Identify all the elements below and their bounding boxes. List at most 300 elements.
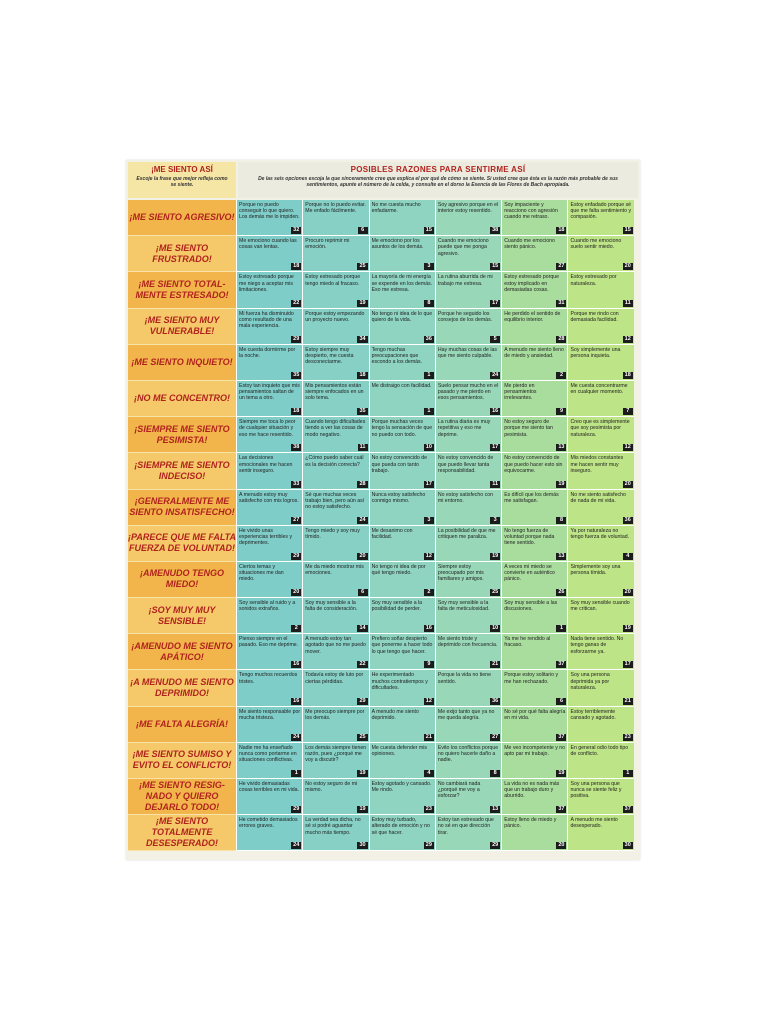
reason-cell	[435, 743, 501, 779]
reason-cell	[369, 490, 435, 526]
essence-number-badge: 1	[424, 372, 434, 379]
essence-number-badge: 14	[359, 625, 366, 632]
reason-text: Cuando me emociono suelo sentir miedo.	[570, 238, 622, 251]
reason-cell	[567, 562, 633, 598]
reason-text: Estoy estresado por naturaleza.	[570, 274, 617, 287]
essence-number-badge: 18	[624, 371, 631, 378]
reason-cell	[236, 490, 302, 526]
essence-number-badge: 9	[556, 408, 566, 415]
reason-cell	[501, 779, 567, 815]
reason-cell	[369, 381, 435, 417]
essence-number-badge: 38	[492, 227, 499, 234]
essence-number-badge: 27	[492, 733, 499, 740]
essence-number-badge: 37	[558, 806, 565, 813]
emotion-row	[128, 381, 638, 417]
emotion-row	[128, 453, 638, 489]
essence-number-badge: 11	[623, 300, 633, 307]
reason-text: Me emociono cuando las cosas van lentas.	[239, 238, 297, 251]
reason-text: Hay muchas cosas de las que me siento culpable.	[437, 346, 497, 359]
reason-cell	[236, 200, 302, 236]
reason-text: Me desanimo con facilidad.	[371, 527, 413, 540]
reason-text: Ya por naturaleza no tengo fuerza de voluntad.	[570, 527, 630, 540]
reason-text: Porque estoy empezando un proyecto nuevo.	[305, 310, 365, 323]
reason-cell	[435, 200, 501, 236]
reason-text: No sé por qué falta alegría en mi vida.	[504, 708, 566, 721]
reason-text: Cuando me emociono siento pánico.	[504, 238, 555, 251]
emotion-label: ¡PARECE QUE ME FALTA FUERZA DE VOLUNTAD!	[128, 526, 236, 562]
reason-text: Me siento responsable por mucha tristeza.	[239, 708, 301, 721]
essence-number-badge: 21	[425, 733, 432, 740]
reason-text: Me distraigo con facilidad.	[371, 382, 432, 389]
reason-text: Mis miedos constantes me hacen sentir muy inseguro.	[570, 455, 624, 474]
emotion-row	[128, 815, 638, 851]
reason-text: Ciertos temas y situaciones me dan miedo.	[239, 563, 284, 583]
essence-number-badge: 3	[424, 517, 434, 524]
emotion-label: ¡NO ME CONCENTRO!	[128, 381, 236, 417]
essence-number-badge: 1	[291, 770, 301, 777]
reason-cell	[501, 200, 567, 236]
reason-text: Soy simplemente una persona inquieta.	[570, 346, 621, 359]
reason-cell	[501, 598, 567, 634]
emotion-label: ¡ME SIENTO FRUSTRADO!	[128, 236, 236, 272]
essence-number-badge: 1	[556, 625, 566, 632]
essence-number-badge: 29	[425, 842, 432, 849]
emotion-label: ¡ME FALTA ALEGRÍA!	[128, 707, 236, 743]
reason-cell	[501, 309, 567, 345]
essence-number-badge: 2	[291, 625, 301, 632]
essence-number-badge: 22	[359, 661, 366, 668]
reason-text: No tengo ni idea de por qué tengo miedo.	[371, 563, 426, 577]
reason-text: La rutina aburrida de mi trabajo me estresa.	[437, 274, 493, 287]
reason-cell	[369, 345, 435, 381]
reason-cell	[501, 634, 567, 670]
reason-cell	[435, 815, 501, 851]
reason-text: A menudo me siento deprimido.	[371, 708, 419, 721]
reason-cell	[369, 309, 435, 345]
reason-cell	[236, 707, 302, 743]
reasons-column-subtitle: De las seis opciones escoja la que sinceramente cree que explica el por qué de cómo se siente. Si usted cree que ésta es la razón más probable de sus sentimientos, apunte el número de la celda, y consulte en el dorso la Esencia de las Flores de Bach apropiada.	[258, 176, 618, 188]
essence-number-badge: 15	[624, 227, 631, 234]
reason-cell	[236, 381, 302, 417]
reason-text: Me exijo tanto que ya no me queda alegría.	[437, 708, 495, 721]
reason-text: Pienso siempre en el pasado. Eso me deprime.	[239, 636, 299, 649]
essence-number-badge: 11	[358, 444, 368, 451]
reason-text: Me cuesta dormirme por la noche.	[239, 346, 296, 359]
reason-text: No estoy convencido de que puedo hacer esto sin equivocarme.	[504, 455, 563, 474]
essence-number-badge: 11	[490, 481, 500, 488]
essence-number-badge: 24	[293, 842, 300, 849]
reason-cell	[302, 598, 368, 634]
emotion-column-subtitle: Escoje la frase que mejor refleja como se siente.	[136, 176, 228, 188]
reason-text: No estoy satisfecho con mi entorno.	[437, 491, 493, 504]
reason-cell	[567, 345, 633, 381]
reason-text: No estoy convencido de que puedo llevar tanta responsabilidad.	[437, 455, 494, 474]
reason-cell	[369, 743, 435, 779]
reason-text: No tengo ni idea de lo que quiero de la vida.	[371, 310, 433, 323]
essence-number-badge: 6	[358, 227, 368, 234]
reason-text: La rutina diaria es muy repetitiva y eso me deprime.	[437, 419, 491, 438]
chart-rows	[128, 200, 638, 851]
essence-number-badge: 23	[624, 733, 631, 740]
essence-number-badge: 10	[425, 444, 432, 451]
essence-number-badge: 13	[492, 806, 499, 813]
essence-number-badge: 8	[424, 300, 434, 307]
essence-number-badge: 28	[558, 335, 565, 342]
reason-cell	[369, 236, 435, 272]
reason-text: Soy muy sensible a las discusiones.	[504, 600, 558, 613]
essence-number-badge: 30	[624, 842, 631, 849]
emotion-row	[128, 272, 638, 308]
reason-text: No me siento satisfecho de nada de mi vida.	[570, 491, 626, 504]
essence-number-badge: 12	[624, 335, 631, 342]
reason-cell	[567, 598, 633, 634]
essence-number-badge: 37	[624, 806, 631, 813]
essence-number-badge: 29	[359, 697, 366, 704]
reason-text: Me emociono por los asuntos de los demás.	[371, 238, 424, 251]
reason-text: Cuando me emociono puede que me ponga agresivo.	[437, 238, 489, 257]
essence-number-badge: 29	[492, 842, 499, 849]
reason-cell	[236, 598, 302, 634]
emotion-column-title: ¡ME SIENTO ASÍ	[151, 165, 213, 174]
reason-cell	[236, 309, 302, 345]
emotion-row	[128, 779, 638, 815]
reason-cell	[567, 526, 633, 562]
reason-cell	[435, 309, 501, 345]
reason-text: Siempre me toca lo peor de cualquier situación y eso me hace resentido.	[239, 419, 296, 438]
emotion-row	[128, 345, 638, 381]
reason-cell	[501, 670, 567, 706]
reason-text: Porque muchas veces tengo la sensación de que no puedo con todo.	[371, 419, 433, 438]
essence-number-badge: 17	[492, 444, 499, 451]
reason-cell	[236, 345, 302, 381]
essence-number-badge: 2	[424, 589, 434, 596]
reason-cell	[501, 707, 567, 743]
essence-number-badge: 19	[492, 552, 499, 559]
emotion-row	[128, 417, 638, 453]
reason-cell	[302, 743, 368, 779]
reason-text: La verdad sea dicha, no sé si podré aguantar mucho más tiempo.	[305, 817, 361, 836]
reason-cell	[302, 200, 368, 236]
essence-number-badge: 19	[359, 806, 366, 813]
essence-number-badge: 19	[558, 480, 565, 487]
reason-text: Estoy lleno de miedo y pánico.	[504, 817, 557, 830]
reason-text: Porque no lo puedo evitar. Me enfado fácilmente.	[305, 202, 366, 215]
reason-cell	[302, 272, 368, 308]
reason-text: La vida no es nada más que un trabajo duro y aburrido.	[504, 781, 560, 800]
essence-number-badge: 18	[293, 408, 300, 415]
emotion-row	[128, 562, 638, 598]
reason-cell	[236, 453, 302, 489]
emotion-row	[128, 200, 638, 236]
reason-cell	[302, 309, 368, 345]
essence-number-badge: 32	[293, 227, 300, 234]
reason-cell	[302, 417, 368, 453]
emotion-row	[128, 670, 638, 706]
reason-cell	[369, 417, 435, 453]
essence-number-badge: 20	[624, 263, 631, 270]
emotion-label: ¡ME SIENTO TOTALMENTE DESESPERADO!	[128, 815, 236, 851]
emotion-label: ¡ME SIENTO TOTAL-MENTE ESTRESADO!	[128, 272, 236, 308]
essence-number-badge: 8	[556, 517, 566, 524]
emotion-column-header	[128, 162, 236, 198]
reason-cell	[435, 707, 501, 743]
reason-text: No me cuesta mucho enfadarme.	[371, 202, 421, 215]
essence-number-badge: 16	[293, 661, 300, 668]
essence-number-badge: 19	[624, 625, 631, 632]
essence-number-badge: 18	[293, 263, 300, 270]
essence-number-badge: 35	[359, 408, 366, 415]
reason-cell	[236, 815, 302, 851]
emotion-label: ¡GENERALMENTE ME SIENTO INSATISFECHO!	[128, 490, 236, 526]
reason-cell	[369, 815, 435, 851]
reason-cell	[236, 236, 302, 272]
reason-cell	[302, 670, 368, 706]
essence-number-badge: 13	[558, 444, 565, 451]
reason-cell	[567, 200, 633, 236]
essence-number-badge: 3	[490, 517, 500, 524]
essence-number-badge: 20	[558, 842, 565, 849]
reason-cell	[435, 417, 501, 453]
emotion-label: ¡ME SIENTO RESIG-NADO Y QUIERO DEJARLO TODO!	[128, 779, 236, 815]
reason-cell	[435, 272, 501, 308]
essence-number-badge: 20	[624, 480, 631, 487]
essence-number-badge: 21	[624, 697, 631, 704]
reason-text: Porque me rindo con demasiada facilidad.	[570, 310, 619, 323]
reason-text: Me preocupo siempre por los demás.	[305, 708, 365, 721]
essence-number-badge: 18	[359, 371, 366, 378]
essence-number-badge: 25	[492, 589, 499, 596]
reason-text: Nada tiene sentido. No tengo ganas de esforzarme ya.	[570, 636, 624, 655]
essence-number-badge: 9	[424, 661, 434, 668]
reason-text: Tengo miedo y soy muy tímido.	[305, 527, 360, 540]
essence-number-badge: 17	[425, 480, 432, 487]
essence-number-badge: 6	[358, 589, 368, 596]
reason-text: Soy impaciente y reacciono con agresión cuando me retraso.	[504, 202, 558, 221]
reason-text: No estoy convencido de que pueda con tanto trabajo.	[371, 455, 427, 474]
essence-number-badge: 33	[293, 480, 300, 487]
reason-cell	[302, 779, 368, 815]
reason-cell	[435, 779, 501, 815]
essence-number-badge: 20	[624, 589, 631, 596]
essence-number-badge: 29	[293, 335, 300, 342]
reason-cell	[435, 381, 501, 417]
reason-text: Procuro reprimir mi emoción.	[305, 238, 350, 251]
reason-text: Me da miedo mostrar mis emociones.	[305, 563, 364, 577]
reason-cell	[567, 381, 633, 417]
reason-text: Estoy agotado y cansado. Me rindo.	[371, 781, 432, 794]
essence-number-badge: 17	[624, 661, 631, 668]
essence-number-badge: 38	[293, 444, 300, 451]
essence-number-badge: 21	[492, 661, 499, 668]
reason-text: He vivido demasiadas cosas terribles en mi vida.	[239, 781, 299, 794]
reason-cell	[501, 526, 567, 562]
essence-number-badge: 4	[623, 553, 633, 560]
reason-text: La posibilidad de que me critiquen me paraliza.	[437, 527, 496, 540]
reason-text: Porque no puedo conseguir lo que quiero. Los demás me lo impiden.	[239, 202, 300, 221]
reason-text: Me cuesta concentrarme en cualquier momento.	[570, 382, 628, 396]
reason-cell	[302, 634, 368, 670]
reason-text: En general odio todo tipo de conflicto.	[570, 744, 629, 758]
reason-text: Soy muy sensible cuando me critican.	[570, 600, 630, 613]
reason-cell	[369, 707, 435, 743]
reason-cell	[302, 236, 368, 272]
reason-cell	[435, 670, 501, 706]
essence-number-badge: 23	[425, 806, 432, 813]
reason-cell	[236, 562, 302, 598]
reason-cell	[369, 634, 435, 670]
reason-text: Cuando tengo dificultades tiendo a ver las cosas de modo negativo.	[305, 419, 366, 438]
emotion-label: ¡SOY MUY MUY SENSIBLE!	[128, 598, 236, 634]
reason-cell	[236, 670, 302, 706]
reason-text: Las decisiones emocionales me hacen sentir inseguro.	[239, 455, 293, 474]
reason-cell	[567, 453, 633, 489]
essence-number-badge: 29	[293, 552, 300, 559]
reason-text: Porque estoy solitario y me han rechazado.	[504, 672, 559, 685]
essence-number-badge: 36	[425, 335, 432, 342]
reason-cell	[302, 707, 368, 743]
reason-cell	[369, 526, 435, 562]
reason-text: Mis pensamientos están siempre enfocados en un solo tema.	[305, 382, 364, 402]
reason-text: A menudo me siento desesperado.	[570, 817, 618, 830]
reason-text: Estoy tan inquieto que mis pensamientos saltan de un tema a otro.	[239, 382, 300, 402]
reason-text: Evito los conflictos porque no quiero hacerle daño a nadie.	[437, 744, 499, 764]
reason-text: Estoy siempre muy despierto, me cuesta desconectarme.	[305, 346, 354, 366]
reason-text: Me pierdo en pensamientos irrelevantes.	[504, 382, 537, 402]
reason-cell	[302, 381, 368, 417]
reason-text: Nadie me ha enseñado nunca como portarme en situaciones conflictivas.	[239, 744, 297, 764]
essence-number-badge: 16	[492, 408, 499, 415]
reason-text: Ya me he rendido al fracaso.	[504, 636, 551, 649]
essence-number-badge: 6	[556, 698, 566, 705]
reason-cell	[567, 236, 633, 272]
reason-text: Siempre estoy preocupado por mis familiares y amigos.	[437, 563, 484, 583]
reason-text: A menudo estoy muy satisfecho con mis logros.	[239, 491, 299, 504]
reason-text: Es difícil que los demás me satisfagan.	[504, 491, 559, 504]
reason-cell	[501, 562, 567, 598]
reason-text: Los demás siempre tienen razón, pues ¿porqué me voy a discutir?	[305, 744, 367, 764]
reason-text: Porque he seguido los consejos de los demás.	[437, 310, 493, 323]
reason-text: Creo que es simplemente que soy pesimista por naturaleza.	[570, 419, 630, 438]
emotion-label: ¡ME SIENTO MUY VULNERABLE!	[128, 309, 236, 345]
reason-text: Me veo incompetente y no apto par mi trabajo.	[504, 744, 566, 758]
essence-number-badge: 19	[558, 770, 565, 776]
essence-number-badge: 27	[293, 516, 300, 523]
reason-text: No tengo fuerza de voluntad porque nada tiene sentido.	[504, 527, 555, 547]
reason-cell	[501, 815, 567, 851]
reason-cell	[567, 743, 633, 779]
reason-text: Tengo muchas preocupaciones que escondo a los demás.	[371, 346, 423, 366]
essence-number-badge: 34	[359, 335, 366, 342]
essence-number-badge: 8	[490, 770, 500, 777]
essence-number-badge: 16	[293, 697, 300, 704]
bach-flowers-chart	[126, 160, 640, 860]
reason-cell	[501, 453, 567, 489]
reason-cell	[567, 815, 633, 851]
reason-text: Soy muy sensible a la posibilidad de perder.	[371, 600, 423, 613]
reason-cell	[501, 381, 567, 417]
emotion-label: ¡AMENUDO ME SIENTO APÁTICO!	[128, 634, 236, 670]
reason-text: A veces mi miedo se convierte en auténtico pánico.	[504, 563, 555, 583]
reason-cell	[302, 345, 368, 381]
reason-cell	[567, 707, 633, 743]
essence-number-badge: 24	[492, 371, 499, 378]
emotion-label: ¡ME SIENTO SUMISO Y EVITO EL CONFLICTO!	[128, 743, 236, 779]
emotion-label: ¡AMENUDO TENGO MIEDO!	[128, 562, 236, 598]
reason-text: Nunca estoy satisfecho conmigo mismo.	[371, 491, 426, 504]
reason-cell	[369, 562, 435, 598]
reason-cell	[236, 526, 302, 562]
reason-cell	[302, 526, 368, 562]
emotion-row	[128, 490, 638, 526]
essence-number-badge: 25	[359, 733, 366, 740]
reason-cell	[302, 815, 368, 851]
reason-cell	[236, 272, 302, 308]
emotion-row	[128, 598, 638, 634]
emotion-label: ¡A MENUDO ME SIENTO DEPRIMIDO!	[128, 670, 236, 706]
essence-number-badge: 30	[359, 842, 366, 849]
reason-cell	[302, 562, 368, 598]
essence-number-badge: 19	[359, 770, 366, 776]
reason-cell	[435, 453, 501, 489]
reason-text: Soy agresivo porque en el interior estoy resentido.	[437, 202, 499, 215]
reason-text: No estoy seguro de mi mismo.	[305, 781, 358, 794]
reason-text: Sé que muchas veces trabajo bien, pero aún así no estoy satisfecho.	[305, 491, 365, 510]
reason-cell	[501, 490, 567, 526]
essence-number-badge: 22	[293, 299, 300, 306]
reason-cell	[435, 490, 501, 526]
essence-number-badge: 7	[623, 408, 633, 415]
reason-text: Soy sensible al ruido y a sonidos extraños.	[239, 600, 296, 613]
essence-number-badge: 31	[558, 299, 565, 306]
essence-number-badge: 19	[359, 299, 366, 306]
reason-cell	[435, 598, 501, 634]
reason-text: Estoy enfadado porque sé que me falta sentimiento y compasión.	[570, 202, 632, 221]
essence-number-badge: 26	[558, 589, 565, 596]
reason-cell	[567, 779, 633, 815]
emotion-row	[128, 743, 638, 779]
essence-number-badge: 10	[492, 625, 499, 632]
reason-text: Estoy muy turbado, alterado de emoción y no sé que hacer.	[371, 817, 430, 836]
reason-cell	[236, 743, 302, 779]
reason-cell	[369, 779, 435, 815]
reason-text: Suelo pensar mucho en el pasado y me pierdo en esos pensamientos.	[437, 382, 499, 402]
reason-text: Estoy estresado porque me niego a aceptar mis limitaciones.	[239, 274, 294, 293]
reason-cell	[369, 453, 435, 489]
reason-text: Me siento triste y deprimido con frecuencia.	[437, 636, 498, 649]
reason-cell	[236, 779, 302, 815]
essence-number-badge: 12	[624, 444, 631, 451]
reason-text: Simplemente soy una persona tímida.	[570, 563, 621, 577]
reason-text: Prefiero soñar despierto que ponerme a hacer todo lo que tengo que hacer.	[371, 636, 433, 655]
reason-cell	[567, 272, 633, 308]
reason-text: Estoy tan estresado que no sé en que dirección tirar.	[437, 817, 494, 836]
essence-number-badge: 12	[425, 552, 432, 559]
essence-number-badge: 20	[359, 552, 366, 559]
essence-number-badge: 25	[359, 263, 366, 270]
reason-text: A menudo estoy tan agotado que no me puedo mover.	[305, 636, 366, 655]
reason-text: He perdido el sentido de equilibrio interior.	[504, 310, 561, 323]
reason-text: Estoy terriblemente cansado y agotado.	[570, 708, 616, 721]
reason-cell	[567, 634, 633, 670]
essence-number-badge: 2	[556, 372, 566, 379]
reason-text: Mi fuerza ha disminuido como resultado de una mala experiencia.	[239, 310, 294, 329]
reason-text: A menudo me siento lleno de miedo y ansiedad.	[504, 346, 564, 359]
reason-text: Porque la vida no tiene sentido.	[437, 672, 491, 685]
reason-text: He cometido demasiados errores graves.	[239, 817, 298, 830]
emotion-label: ¡SIEMPRE ME SIENTO PESIMISTA!	[128, 417, 236, 453]
reason-text: Soy muy sensible a la falta de consideración.	[305, 600, 358, 613]
essence-number-badge: 27	[558, 263, 565, 270]
